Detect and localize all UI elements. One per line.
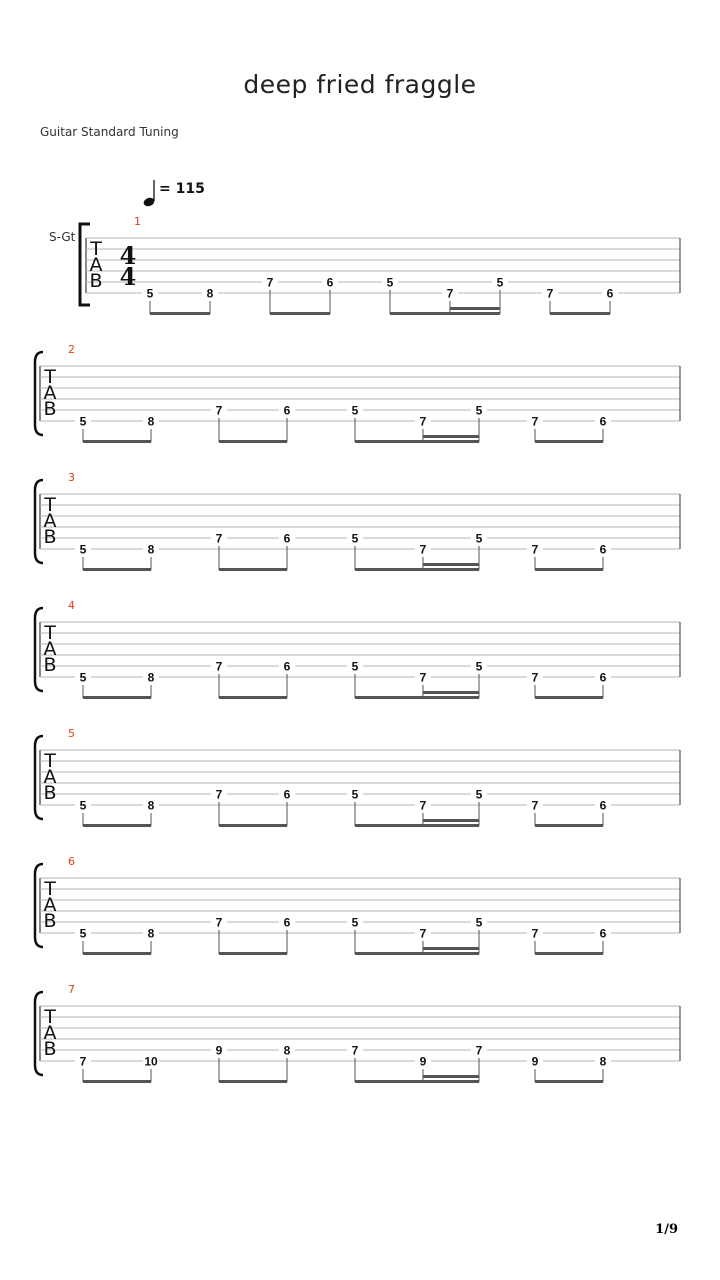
tab-system	[35, 855, 680, 955]
fret-number: 6	[283, 787, 291, 802]
tab-system	[35, 343, 680, 443]
fret-number: 6	[283, 659, 291, 674]
fret-number: 6	[599, 926, 607, 941]
fret-number: 6	[283, 403, 291, 418]
fret-number: 7	[419, 670, 427, 685]
fret-number: 6	[283, 915, 291, 930]
note-beam	[535, 568, 603, 571]
fret-number: 6	[599, 670, 607, 685]
tab-clef-letter: A	[43, 1022, 57, 1044]
fret-number: 7	[215, 915, 223, 930]
fret-number: 5	[351, 403, 359, 418]
tab-system	[35, 599, 680, 699]
fret-number: 6	[283, 531, 291, 546]
tab-system	[35, 983, 680, 1083]
note-beam	[219, 440, 287, 443]
fret-number: 5	[79, 542, 87, 557]
instrument-name: S-Gt	[49, 230, 76, 244]
fret-number: 5	[79, 926, 87, 941]
tab-clef-letter: A	[43, 638, 57, 660]
tab-clef-letter: B	[43, 526, 57, 548]
fret-number: 7	[215, 531, 223, 546]
tab-system	[80, 215, 680, 315]
measure-number: 4	[68, 599, 75, 612]
fret-number: 6	[599, 798, 607, 813]
fret-number: 6	[599, 414, 607, 429]
song-title: deep fried fraggle	[243, 70, 477, 99]
fret-number: 8	[599, 1054, 607, 1069]
sixteenth-beam	[423, 1075, 479, 1078]
fret-number: 5	[351, 787, 359, 802]
time-signature-bottom: 4	[119, 262, 137, 291]
time-signature-top: 4	[119, 241, 137, 270]
fret-number: 7	[531, 414, 539, 429]
fret-number: 5	[475, 403, 483, 418]
tempo-value: = 115	[159, 181, 205, 197]
note-beam	[390, 312, 500, 315]
fret-number: 5	[351, 915, 359, 930]
tuning-label: Guitar Standard Tuning	[40, 125, 179, 139]
note-beam	[83, 1080, 151, 1083]
note-beam	[355, 568, 479, 571]
tab-clef-letter: T	[44, 1006, 56, 1028]
fret-number: 5	[146, 286, 154, 301]
fret-number: 8	[147, 542, 155, 557]
tab-clef-letter: B	[43, 398, 57, 420]
measure-number: 5	[68, 727, 75, 740]
measure-number: 2	[68, 343, 75, 356]
fret-number: 5	[475, 531, 483, 546]
fret-number: 5	[386, 275, 394, 290]
fret-number: 5	[79, 670, 87, 685]
note-beam	[219, 1080, 287, 1083]
fret-number: 8	[147, 414, 155, 429]
fret-number: 7	[419, 798, 427, 813]
fret-number: 8	[147, 926, 155, 941]
fret-number: 7	[531, 670, 539, 685]
note-beam	[535, 696, 603, 699]
note-beam	[355, 696, 479, 699]
page-number: 1/9	[655, 1222, 678, 1237]
tab-clef-letter: B	[43, 654, 57, 676]
note-beam	[355, 440, 479, 443]
fret-number: 5	[475, 659, 483, 674]
fret-number: 7	[531, 926, 539, 941]
tab-clef-letter: T	[44, 750, 56, 772]
tab-clef-letter: T	[44, 878, 56, 900]
fret-number: 7	[531, 798, 539, 813]
note-beam	[150, 312, 210, 315]
fret-number: 7	[79, 1054, 87, 1069]
fret-number: 6	[606, 286, 614, 301]
tab-clef-letter: B	[43, 910, 57, 932]
tab-clef-letter: T	[44, 366, 56, 388]
system-bracket	[35, 992, 43, 1075]
fret-number: 8	[206, 286, 214, 301]
sixteenth-beam	[423, 691, 479, 694]
system-bracket	[35, 864, 43, 947]
tab-clef-letter: B	[89, 270, 103, 292]
note-beam	[355, 824, 479, 827]
note-beam	[535, 824, 603, 827]
system-bracket	[35, 480, 43, 563]
fret-number: 7	[351, 1043, 359, 1058]
system-bracket	[35, 736, 43, 819]
note-beam	[219, 824, 287, 827]
tab-clef-letter: A	[43, 510, 57, 532]
note-beam	[83, 440, 151, 443]
fret-number: 6	[326, 275, 334, 290]
sixteenth-beam	[423, 819, 479, 822]
note-beam	[219, 952, 287, 955]
fret-number: 7	[419, 542, 427, 557]
fret-number: 7	[215, 787, 223, 802]
note-beam	[219, 568, 287, 571]
note-beam	[270, 312, 330, 315]
fret-number: 7	[419, 926, 427, 941]
fret-number: 5	[351, 531, 359, 546]
tab-clef-letter: A	[43, 894, 57, 916]
fret-number: 9	[419, 1054, 427, 1069]
tab-clef-letter: T	[44, 494, 56, 516]
note-beam	[550, 312, 610, 315]
fret-number: 5	[475, 915, 483, 930]
sixteenth-beam	[423, 435, 479, 438]
tab-clef-letter: A	[43, 766, 57, 788]
fret-number: 6	[599, 542, 607, 557]
tab-clef-letter: A	[43, 382, 57, 404]
tab-clef-letter: T	[90, 238, 102, 260]
note-beam	[355, 952, 479, 955]
fret-number: 5	[496, 275, 504, 290]
fret-number: 10	[144, 1054, 158, 1069]
sixteenth-beam	[423, 563, 479, 566]
measure-number: 6	[68, 855, 75, 868]
note-beam	[355, 1080, 479, 1083]
measure-number: 3	[68, 471, 75, 484]
fret-number: 9	[215, 1043, 223, 1058]
tempo-marking	[142, 180, 204, 208]
note-beam	[219, 696, 287, 699]
fret-number: 5	[79, 414, 87, 429]
tab-system	[35, 471, 680, 571]
measure-number: 1	[134, 215, 141, 228]
fret-number: 5	[475, 787, 483, 802]
system-bracket	[35, 608, 43, 691]
fret-number: 7	[446, 286, 454, 301]
fret-number: 9	[531, 1054, 539, 1069]
note-beam	[83, 824, 151, 827]
fret-number: 7	[546, 286, 554, 301]
fret-number: 7	[215, 403, 223, 418]
fret-number: 8	[147, 670, 155, 685]
note-beam	[83, 696, 151, 699]
measure-number: 7	[68, 983, 75, 996]
fret-number: 7	[266, 275, 274, 290]
note-beam	[83, 952, 151, 955]
fret-number: 7	[531, 542, 539, 557]
fret-number: 7	[215, 659, 223, 674]
note-beam	[535, 440, 603, 443]
fret-number: 5	[351, 659, 359, 674]
note-beam	[535, 952, 603, 955]
tab-clef-letter: B	[43, 782, 57, 804]
fret-number: 8	[283, 1043, 291, 1058]
tab-clef-letter: A	[89, 254, 103, 276]
system-bracket	[35, 352, 43, 435]
tab-clef-letter: T	[44, 622, 56, 644]
tab-system	[35, 727, 680, 827]
fret-number: 7	[419, 414, 427, 429]
tab-clef-letter: B	[43, 1038, 57, 1060]
note-beam	[535, 1080, 603, 1083]
sixteenth-beam	[450, 307, 500, 310]
fret-number: 5	[79, 798, 87, 813]
fret-number: 7	[475, 1043, 483, 1058]
fret-number: 8	[147, 798, 155, 813]
sixteenth-beam	[423, 947, 479, 950]
note-beam	[83, 568, 151, 571]
